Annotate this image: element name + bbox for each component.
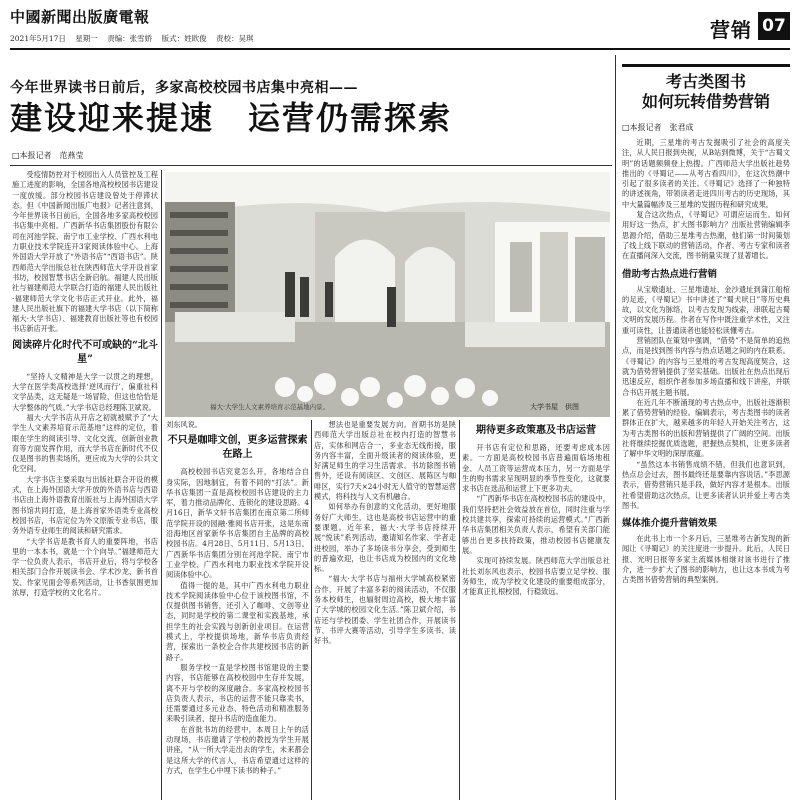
main-column-2 (166, 420, 309, 800)
issue-editor: 责编：张雪娇 (107, 34, 153, 43)
paragraph: 在此书上市一个多月后，三星堆考古新发现的新闻让《寻蜀记》的关注度进一步提升。此后，人民日报、光明日报等多家主流媒体相继对该书进行了推介，进一步扩大了图书的影响力，也让这本书成为考古类图书借势营销的典型案例。 (622, 534, 790, 585)
issue-date: 2021年5月17日 (10, 34, 66, 43)
side-byline: □本报记者 张君成 (622, 123, 694, 132)
paragraph: 在近几年不断涌现的考古热点中，出版社逐渐积累了借势营销的经验。编辑表示，考古类图书的读者群体正在扩大，越来越多的年轻人开始关注考古，这为考古类图书的出版和营销提供了广阔的空间。出版社将继续挖掘优质选题，把握热点契机，让更多读者了解中华文明的深厚底蕴。 (622, 397, 790, 459)
paragraph: 从宝墩遗址、三星堆遗址、金沙遗址到蒲江船棺的足迹，《寻蜀记》书中讲述了“蜀犬吠日”等历史典故，以文化为脉络，以考古发现为线索，串联起古蜀文明的发展历程。作者在写作中既注重学术性，又注重可读性，让普通读者也能轻松读懂考古。 (622, 284, 790, 335)
subheading: 期待更多政策惠及书店运营 (476, 425, 596, 436)
paragraph: 实现可持续发展。陕西师范大学出版总社社长刘东风也表示，校园书店要立足学校、服务师生，成为学校文化建设的重要组成部分，才能真正扎根校园，行稳致远。 (462, 556, 610, 597)
issue-proof: 责校：吴琪 (215, 34, 254, 43)
photo-caption: 福大·大学生人文素养培育示范基地内景。 (210, 403, 330, 411)
subheading: 阅读碎片化时代不可或缺的“北斗星” (12, 339, 158, 365)
paragraph: 营销团队在策划中强调，“借势”不是简单的追热点，而是找到图书内容与热点话题之间的内在联系。《寻蜀记》的内容与三星堆的考古发现高度契合，这就为借势营销提供了坚实基础。出版社在热点出现后迅速反应，组织作者参加多场直播和线下讲座，并联合书店开展主题书展。 (622, 336, 790, 397)
paragraph: “福大·大学书店与福州大学城高校紧密合作，开展了丰富多彩的阅读活动，不仅服务本校师生，也辐射周边高校，极大地丰富了大学城的校园文化生活。”陈卫斌介绍，书店还与学校团委、学生社团合作，开展读书节、书评大赛等活动，引导学生多读书、读好书。 (314, 574, 456, 646)
column-divider (459, 420, 460, 800)
sidebar-top-rule (622, 64, 790, 67)
paragraph: 服务学校一直是学校图书馆建设的主要内容，书店能够在高校校园中生存并发展，离不开与学校的深度融合。多家高校校园书店负责人表示，书店的运营不能只靠卖书，还需要通过多元业态、特色活动和精准服务来吸引读者，提升书店的造血能力。 (166, 662, 309, 724)
main-headline: 建设迎来提速 运营仍需探索 (10, 99, 453, 137)
paragraph: 值得一提的是，其中广西水利电力职业技术学院阅读体验中心位于该校图书馆，不仅提供图书销售，还引入了咖啡、文创等业态，同时是学校的第二课堂和实践基地，承担学生的社会实践与创新创业项目。在运营模式上，学校提供场地，新华书店负责经营，探索出一条校企合作共建校园书店的新路子。 (166, 580, 309, 662)
paragraph: “大学书店是教书育人的重要阵地，书店里的一本本书，就是一个个向导。”福建师范大学一位负责人表示，书店开业后，将与学校各相关部门合作开展读书会、学术沙龙、新书首发、作家见面会等系列活动，让书香氛围更加浓厚，打造学校的文化名片。 (12, 536, 158, 597)
side-headline (622, 72, 790, 112)
section-title: 营销 (710, 18, 752, 42)
paragraph: 如何举办有创意的文化活动，更好地服务好广大师生，这也是高校书店运营中的重要课题。近年来，福大·大学书店持续开展“悦读”系列活动，邀请知名作家、学者走进校园，举办了多场读书分享会，受到师生的普遍欢迎，也让书店成为校园内的文化地标。 (314, 502, 456, 574)
side-article-body (622, 138, 790, 800)
masthead-rule (10, 48, 790, 50)
paragraph: 大学书店主要采取与出版社联合开设的模式，在上海外国语大学开放的外语书店与西语书店由上海外语教育出版社与上海外国语大学图书馆共同打造，是上海首家外语类专业高校校园书店，书店定位为外文原版专业书店，服务外语专业师生的阅读和研究需求。 (12, 474, 158, 536)
paragraph: 复合这次热点，《寻蜀记》可谓应运而生。如何用好这一热点，扩大图书影响力？出版社营销编辑李思源介绍，借助三星堆考古热潮，他们第一时间策划了线上线下联动的营销活动，作者、考古专家和读者在直播间深入交流，图书销量实现了显著增长。 (622, 210, 790, 261)
paragraph: “坚持人文精神是大学一以贯之的理想，大学在医学类高校选择‘逆风而行’，偏重社科文学品类，这无疑是一场冒险，但这也恰恰是大学整体的气质。”大学书店总经理陈卫斌说。 (12, 371, 158, 412)
main-column-3 (314, 420, 456, 800)
main-byline: □本报记者 范燕莹 (12, 151, 84, 160)
subheading: 媒体推介提升营销效果 (622, 518, 718, 530)
sidebar-divider (615, 55, 616, 800)
main-column-1 (12, 170, 158, 800)
headline-rule (10, 165, 612, 166)
subheading: 不只是咖啡文创，更多运营探索在路上 (167, 435, 308, 461)
issue-weekday: 星期一 (75, 34, 98, 43)
masthead-meta (10, 33, 260, 44)
main-column-4 (462, 420, 610, 800)
paragraph: “广西新华书店在高校校园书店的建设中，我们坚持把社会效益放在首位，同时注重与学校共建共享，探索可持续的运营模式。”广西新华书店集团相关负责人表示，希望有关部门能够出台更多扶持政策，推动校园书店健康发展。 (462, 494, 610, 555)
paragraph: 想法也是重要发展方向。首期书坊是陕西师范大学出版总社在校内打造的智慧书店，实体和网店合一，多业态无线衔接，服务内容丰富，全面升级读者的阅读体验，更好满足师生的学习生活需求。书坊除图书销售外，还设有阅读区、文创区、展陈区与咖啡区，实行7天×24小时无人值守的智慧运营模式，将科技与人文有机融合。 (314, 420, 456, 502)
main-kicker: 今年世界读书日前后，多家高校校园书店集中亮相—— (10, 80, 358, 96)
bookstore-interior-image (165, 172, 610, 417)
issue-layout: 版式：姓欧俊 (161, 34, 207, 43)
paragraph: 福大·大学书店从开店之初就被赋予了“大学生人文素养培育示范基地”这样的定位，着眼在学生的阅读引导、文化交流、创新创业教育等方面发挥作用，而大学书店在新时代不仅仅是图书的售卖场所，更应成为大学的公共文化空间。 (12, 412, 158, 474)
column-divider (161, 170, 162, 800)
paragraph: 开书店有定位和思路，还要考虑成本因素。一方面是高校校园书店普遍面临场地租金、人员工资等运营成本压力，另一方面是学生的购书需求呈现明显的季节性变化，这就要求书店在选品和运营上下更多功夫。 (462, 443, 610, 494)
paragraph: 受疫情防控对于校园出入人员管控及工程施工进度的影响，全国各地高校校园书店建设一度放缓。部分校园书店建设曾处于停滞状态。但《中国新闻出版广电报》记者注意到，今年世界读书日前后，全国各地多家高校校园书店集中亮相。广西新华书店集团股份有限公司在河池学院、南宁市工业学校、广西水利电力职业技术学院连开3家阅读体验中心。上海外国语大学开放了“外语书店”“西语书店”。陕西师范大学出版总社在陕西师范大学开设首家书坊，校园智慧书店全新启航。福建人民出版社与福建师范大学联合打造的福建人民出版社·福建师范大学文化书店正式开业。此外，福建人民出版社旗下的福建大学书店（以下简称福大·大学书店）、福建教育出版社等也有校园书店新店开张。 (12, 170, 158, 334)
side-headline-line1: 考古类图书 (665, 72, 746, 91)
photo-credit: 大学书屋 供图 (530, 403, 579, 411)
page-number: 07 (758, 12, 790, 40)
masthead-paper-name: 中國新聞出版廣電報 (10, 8, 150, 26)
paragraph: “虽然这本书销售成绩不错，但我们也意识到，热点总会过去，图书最终还是要靠内容说话。”李思源表示，借势营销只是手段，做好内容才是根本。出版社希望借助这次热点，让更多读者认识并爱上考古类图书。 (622, 459, 790, 510)
paragraph: 高校校园书店究竟怎么开，各地结合自身实际，因地制宜，有着不同的“打法”。新华书店集团一直是高校校园书店建设的主力军，着力推动品牌化、连锁化的建设思路。4月16日，新华文轩书店集团在南京第二所师范学院开设的园融·雅阅书店开张，这是东南沿海地区首家新华书店集团自主品牌的高校校园书店。4月28日、5月11日、5月13日，广西新华书店集团分别在河池学院、南宁市工业学校、广西水利电力职业技术学院开设阅读体验中心。 (166, 467, 309, 580)
subheading: 借助考古热点进行营销 (622, 268, 718, 280)
side-headline-line2: 如何玩转借势营销 (641, 92, 770, 111)
column-divider (311, 420, 312, 800)
paragraph: 近期，三星堆的考古发掘吸引了社会的高度关注，从人民日报到央视，从B站到微博，关于“古蜀文明”的话题频频登上热搜。广西师范大学出版社趁势推出的《寻蜀记——从考古看四川》，在这次热潮中引起了很多读者的关注。《寻蜀记》选择了一种独特的讲述视角，带领读者走进四川考古的历史现场，其中大量篇幅涉及三星堆的发掘历程和研究成果。 (622, 138, 790, 209)
paragraph: 在首批书坊的经营中，本周日上午的活动现场，书店邀请了学校的教授为学生开展讲座，“从一所大学走出去的学生，未来都会是这所大学的代言人，书店希望通过这样的方式，在学生心中埋下读书的种子。” (166, 724, 309, 775)
bookstore-photo (165, 172, 610, 417)
paragraph: 刘东风说。 (166, 420, 202, 429)
